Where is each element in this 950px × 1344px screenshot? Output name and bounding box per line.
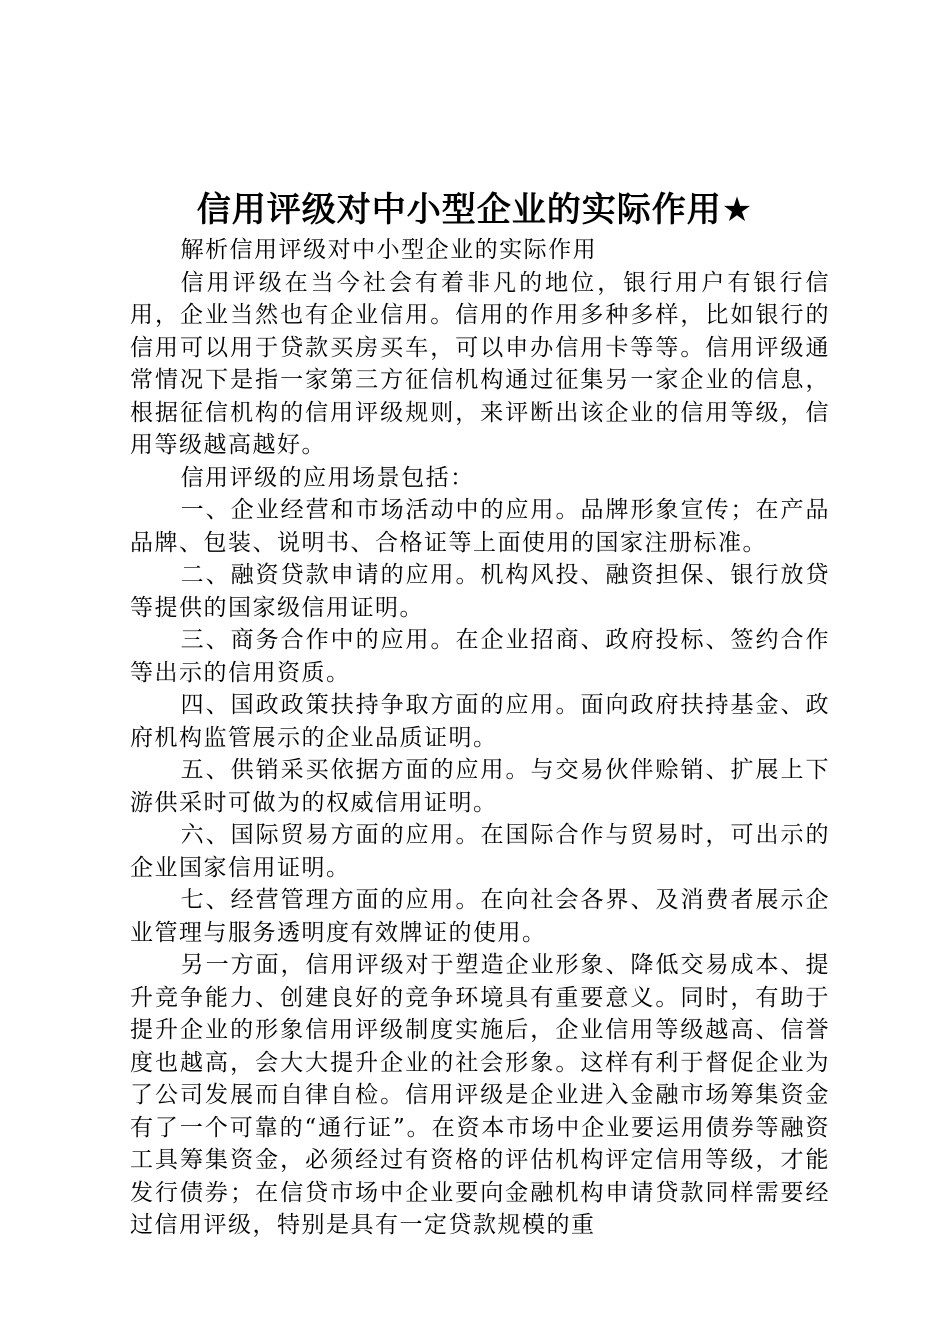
- paragraph-item-5: 五、供销采买依据方面的应用。与交易伙伴赊销、扩展上下游供采时可做为的权威信用证明。: [130, 757, 830, 816]
- paragraph-subtitle: 解析信用评级对中小型企业的实际作用: [180, 237, 598, 263]
- paragraph-item-7: 七、经营管理方面的应用。在向社会各界、及消费者展示企业管理与服务透明度有效牌证的使用。: [130, 887, 830, 946]
- document-title: 信用评级对中小型企业的实际作用★: [196, 190, 754, 230]
- paragraph-scenarios-heading: 信用评级的应用场景包括：: [180, 464, 475, 491]
- paragraph-significance: 另一方面，信用评级对于塑造企业形象、降低交易成本、提升竞争能力、创建良好的竞争环境具有重要意义。同时，有助于提升企业的形象信用评级制度实施后，企业信用等级越高、信誉度也越高，会大大提升企业的社会形象。这样有利于督促企业为了公司发展而自律自检。信用评级是企业进入金融市场筹集资金有了一个可靠的“通行证”。在资本市场中企业要运用债券等融资工具筹集资金，必须经过有资格的评估机构评定信用等级，才能发行债券；在信贷市场中企业要向金融机构申请贷款同样需要经过信用评级，特别是具有一定贷款规模的重: [130, 952, 830, 1238]
- paragraph-item-1: 一、企业经营和市场活动中的应用。品牌形象宣传；在产品品牌、包装、说明书、合格证等上面使用的国家注册标准。: [130, 497, 830, 556]
- paragraph-item-2: 二、融资贷款申请的应用。机构风投、融资担保、银行放贷等提供的国家级信用证明。: [130, 562, 830, 621]
- document-body: [130, 234, 830, 1242]
- paragraph-item-4: 四、国政政策扶持争取方面的应用。面向政府扶持基金、政府机构监管展示的企业品质证明。: [130, 692, 830, 751]
- paragraph-item-6: 六、国际贸易方面的应用。在国际合作与贸易时，可出示的企业国家信用证明。: [130, 822, 830, 881]
- paragraph-item-3: 三、商务合作中的应用。在企业招商、政府投标、签约合作等出示的信用资质。: [130, 627, 830, 686]
- paragraph-intro: 信用评级在当今社会有着非凡的地位，银行用户有银行信用，企业当然也有企业信用。信用的作用多种多样，比如银行的信用可以用于贷款买房买车，可以申办信用卡等等。信用评级通常情况下是指一家第三方征信机构通过征集另一家企业的信息，根据征信机构的信用评级规则，来评断出该企业的信用等级，信用等级越高越好。: [130, 269, 830, 458]
